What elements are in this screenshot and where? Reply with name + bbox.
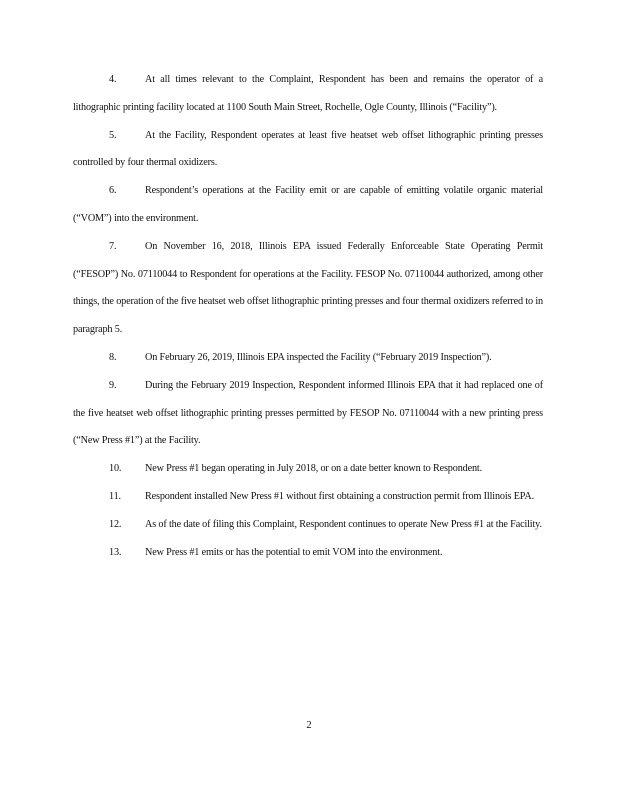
paragraph-number: 8. — [109, 351, 117, 363]
paragraph-13 — [73, 539, 543, 567]
paragraph-number: 13. — [109, 546, 122, 558]
paragraph-5 — [73, 122, 543, 178]
paragraph-11 — [73, 483, 543, 511]
paragraph-text: During the February 2019 Inspection, Respondent informed Illinois EPA that it had replaced one of the five heatset web offset lithographic printing presses permitted by FESOP No. 07110044 with a new printing press (“New Press #1”) at the Facility. — [73, 379, 543, 447]
paragraph-number: 5. — [109, 129, 117, 141]
paragraph-number: 9. — [109, 379, 117, 391]
paragraph-6 — [73, 177, 543, 233]
paragraph-8 — [73, 344, 543, 372]
paragraph-text: New Press #1 emits or has the potential to emit VOM into the environment. — [145, 546, 443, 558]
paragraph-10 — [73, 455, 543, 483]
paragraph-text: Respondent’s operations at the Facility emit or are capable of emitting volatile organic material (“VOM”) into the environment. — [73, 185, 543, 224]
paragraph-9 — [73, 372, 543, 455]
paragraph-number: 12. — [109, 518, 122, 530]
paragraph-12 — [73, 511, 543, 539]
paragraph-number: 6. — [109, 185, 117, 197]
paragraph-text: At the Facility, Respondent operates at least five heatset web offset lithographic printing presses controlled by four thermal oxidizers. — [73, 129, 543, 169]
paragraph-text: Respondent installed New Press #1 without first obtaining a construction permit from Illinois EPA. — [145, 490, 534, 502]
paragraph-number: 4. — [109, 74, 117, 85]
paragraph-7 — [73, 233, 543, 344]
complaint-body — [73, 66, 543, 566]
paragraph-4 — [73, 66, 543, 122]
paragraph-text: On November 16, 2018, Illinois EPA issued Federally Enforceable State Operating Permit (“FESOP”) No. 07110044 to Respondent for operations at the Facility. FESOP No. 07110044 authorized, among other things, the operation of the five heatset web offset lithographic printing presses and four thermal oxidizers referred to in paragraph 5. — [73, 240, 543, 336]
paragraph-text: On February 26, 2019, Illinois EPA inspected the Facility (“February 2019 Inspection”). — [145, 351, 492, 363]
page-number: 2 — [306, 720, 312, 731]
paragraph-text: At all times relevant to the Complaint, Respondent has been and remains the operator of a lithographic printing facility located at 1100 South Main Street, Rochelle, Ogle County, Illinois (“Facility”). — [73, 74, 543, 113]
paragraph-text: New Press #1 began operating in July 2018, or on a date better known to Respondent. — [145, 463, 482, 475]
paragraph-number: 10. — [109, 463, 122, 475]
paragraph-text: As of the date of filing this Complaint, Respondent continues to operate New Press #1 at the Facility. — [145, 518, 542, 530]
paragraph-number: 7. — [109, 240, 117, 252]
paragraph-number: 11. — [109, 490, 121, 502]
